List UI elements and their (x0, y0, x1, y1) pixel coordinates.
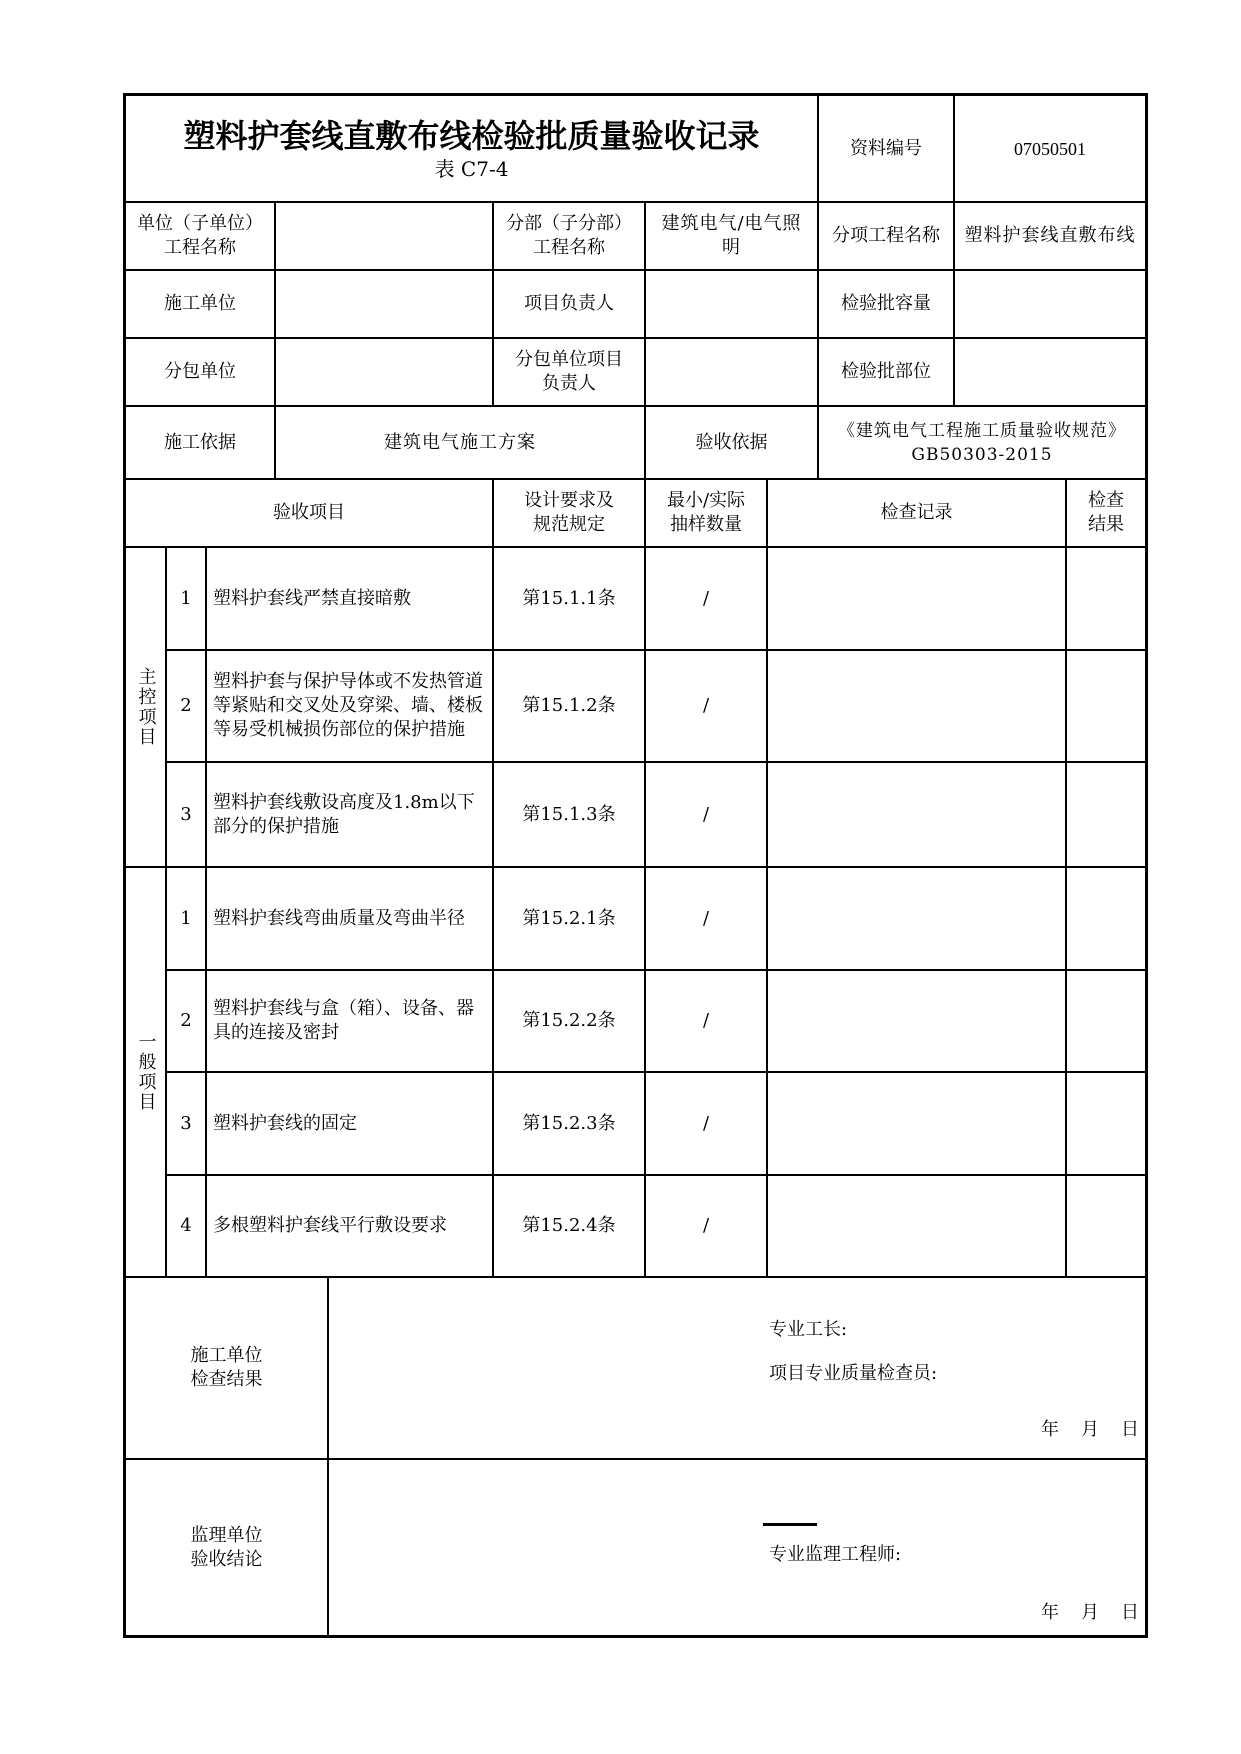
supervisor-date: 年 月 日 (1041, 1602, 1141, 1623)
main-item-text: 塑料护套与保护导体或不发热管道等紧贴和交叉处及穿梁、墙、楼板等易受机械损伤部位的保护措施 (207, 651, 494, 763)
main-item-result[interactable] (1067, 763, 1145, 868)
subitem-name-label: 分项工程名称 (819, 203, 955, 271)
signature-line (763, 1523, 817, 1526)
general-item-record[interactable] (768, 1073, 1067, 1176)
supervising-engineer-signature: 专业监理工程师: (769, 1544, 902, 1565)
general-item-clause: 第15.2.2条 (494, 971, 646, 1073)
general-item-record[interactable] (768, 868, 1067, 971)
main-item-sample: / (646, 651, 768, 763)
main-item-text: 塑料护套线敷设高度及1.8m以下部分的保护措施 (207, 763, 494, 868)
supervisor-conclusion-area[interactable] (329, 1460, 1145, 1635)
general-item-text: 多根塑料护套线平行敷设要求 (207, 1176, 494, 1278)
main-item-no: 3 (167, 763, 207, 868)
general-item-text: 塑料护套线弯曲质量及弯曲半径 (207, 868, 494, 971)
project-manager-label: 项目负责人 (494, 271, 646, 339)
quality-inspector-signature: 项目专业质量检查员: (769, 1363, 938, 1384)
main-group-label: 主控项目 (126, 548, 167, 868)
doc-no-label: 资料编号 (819, 96, 955, 203)
general-item-text: 塑料护套线的固定 (207, 1073, 494, 1176)
unit-name-value[interactable] (276, 203, 494, 271)
division-name-label: 分部（子分部） 工程名称 (494, 203, 646, 271)
general-item-no: 2 (167, 971, 207, 1073)
col-header-record: 检查记录 (768, 480, 1067, 548)
main-item-result[interactable] (1067, 651, 1145, 763)
form-subtitle: 表 C7-4 (434, 156, 509, 181)
construction-basis-label: 施工依据 (126, 407, 276, 480)
general-item-result[interactable] (1067, 971, 1145, 1073)
main-item-text: 塑料护套线严禁直接暗敷 (207, 548, 494, 651)
contractor-label: 施工单位 (126, 271, 276, 339)
main-item-sample: / (646, 763, 768, 868)
general-item-no: 1 (167, 868, 207, 971)
doc-no-value: 07050501 (955, 96, 1145, 203)
main-item-record[interactable] (768, 548, 1067, 651)
general-item-clause: 第15.2.1条 (494, 868, 646, 971)
unit-name-label: 单位（子单位） 工程名称 (126, 203, 276, 271)
general-item-sample: / (646, 971, 768, 1073)
col-header-sample: 最小/实际 抽样数量 (646, 480, 768, 548)
sub-project-manager-label: 分包单位项目 负责人 (494, 339, 646, 407)
form-title-block (126, 96, 819, 203)
general-item-clause: 第15.2.3条 (494, 1073, 646, 1176)
general-item-record[interactable] (768, 1176, 1067, 1278)
general-item-text: 塑料护套线与盒（箱）、设备、器具的连接及密封 (207, 971, 494, 1073)
acceptance-basis-value: 《建筑电气工程施工质量验收规范》 GB50303-2015 (819, 407, 1145, 480)
division-name-value: 建筑电气/电气照明 (646, 203, 819, 271)
supervisor-conclusion-label: 监理单位 验收结论 (126, 1460, 329, 1635)
main-item-record[interactable] (768, 651, 1067, 763)
project-manager-value[interactable] (646, 271, 819, 339)
main-item-clause: 第15.1.3条 (494, 763, 646, 868)
batch-capacity-value[interactable] (955, 271, 1145, 339)
general-item-no: 3 (167, 1073, 207, 1176)
contractor-check-label: 施工单位 检查结果 (126, 1278, 329, 1460)
general-item-clause: 第15.2.4条 (494, 1176, 646, 1278)
inspection-form (123, 93, 1148, 1638)
contractor-check-area[interactable] (329, 1278, 1145, 1460)
sub-project-manager-value[interactable] (646, 339, 819, 407)
main-item-clause: 第15.1.2条 (494, 651, 646, 763)
main-item-record[interactable] (768, 763, 1067, 868)
col-header-item: 验收项目 (126, 480, 494, 548)
subcontractor-label: 分包单位 (126, 339, 276, 407)
col-header-result: 检查 结果 (1067, 480, 1145, 548)
col-header-requirement: 设计要求及 规范规定 (494, 480, 646, 548)
general-item-result[interactable] (1067, 868, 1145, 971)
main-item-result[interactable] (1067, 548, 1145, 651)
general-item-sample: / (646, 868, 768, 971)
main-item-no: 1 (167, 548, 207, 651)
batch-location-label: 检验批部位 (819, 339, 955, 407)
form-title: 塑料护套线直敷布线检验批质量验收记录 (183, 116, 760, 155)
general-item-record[interactable] (768, 971, 1067, 1073)
construction-basis-value: 建筑电气施工方案 (276, 407, 646, 480)
general-item-no: 4 (167, 1176, 207, 1278)
general-item-result[interactable] (1067, 1176, 1145, 1278)
foreman-signature: 专业工长: (769, 1319, 848, 1340)
main-item-no: 2 (167, 651, 207, 763)
batch-location-value[interactable] (955, 339, 1145, 407)
general-item-result[interactable] (1067, 1073, 1145, 1176)
subcontractor-value[interactable] (276, 339, 494, 407)
contractor-value[interactable] (276, 271, 494, 339)
contractor-date: 年 月 日 (1041, 1419, 1141, 1440)
general-group-label: 一般项目 (126, 868, 167, 1278)
general-item-sample: / (646, 1176, 768, 1278)
main-item-clause: 第15.1.1条 (494, 548, 646, 651)
batch-capacity-label: 检验批容量 (819, 271, 955, 339)
main-item-sample: / (646, 548, 768, 651)
acceptance-basis-label: 验收依据 (646, 407, 819, 480)
subitem-name-value: 塑料护套线直敷布线 (955, 203, 1145, 271)
general-item-sample: / (646, 1073, 768, 1176)
